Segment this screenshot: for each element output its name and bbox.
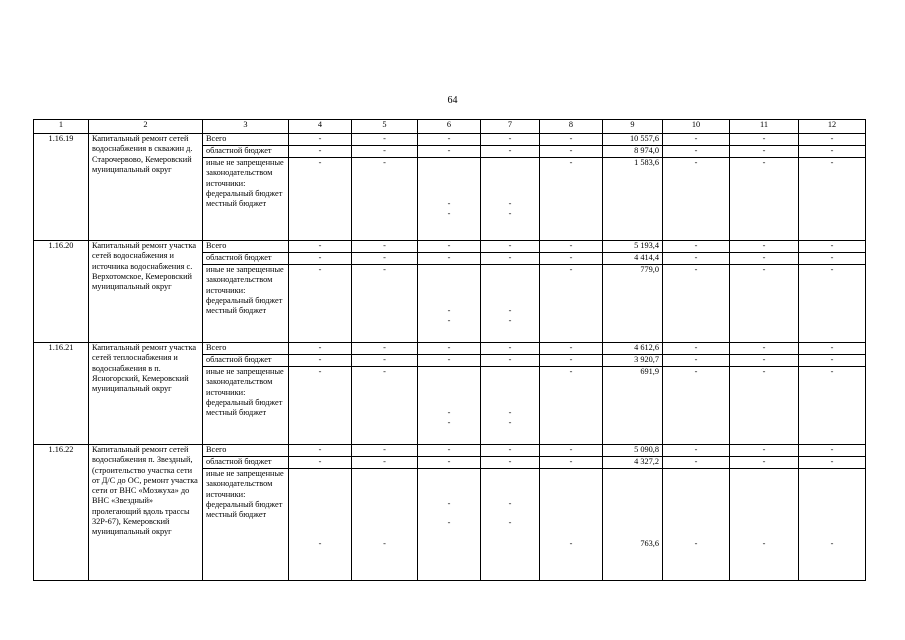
cell-local (603, 469, 663, 581)
item-name: Капитальный ремонт участка сетей теплоснабжения и водоснабжения в п. Ясногорский, Кемеровский муниципальный округ (89, 343, 203, 445)
cell-total: - (799, 445, 866, 457)
row-label-regional: областной бюджет (203, 146, 289, 158)
cell-total: - (663, 241, 730, 253)
cell-regional: 8 974,0 (603, 146, 663, 158)
cell-total: - (730, 343, 799, 355)
budget-table (33, 119, 866, 581)
cell-regional: - (663, 355, 730, 367)
item-number: 1.16.21 (34, 343, 89, 445)
other-sources-label: иные не запрещенные законодательством источники: (206, 367, 284, 397)
local-value: - (694, 158, 698, 167)
cell-local (663, 469, 730, 581)
federal-value: - (508, 306, 512, 315)
cell-regional: - (481, 146, 540, 158)
cell-regional: - (289, 146, 352, 158)
cell-regional: - (352, 457, 418, 469)
cell-local (418, 469, 481, 581)
cell-regional: - (730, 146, 799, 158)
row-label-regional: областной бюджет (203, 457, 289, 469)
cell-local (289, 158, 352, 241)
local-label: местный бюджет (206, 408, 267, 418)
local-value: - (508, 418, 512, 428)
local-label: местный бюджет (206, 199, 267, 209)
other-sources-label: иные не запрещенные законодательством источники: (206, 265, 284, 295)
cell-local (352, 265, 418, 343)
row-label-total: Всего (203, 445, 289, 457)
cell-total: - (730, 445, 799, 457)
row-label-sources (203, 265, 289, 343)
cell-regional: - (481, 253, 540, 265)
cell-regional: - (289, 355, 352, 367)
item-number: 1.16.20 (34, 241, 89, 343)
cell-regional: 3 920,7 (603, 355, 663, 367)
local-value: - (569, 539, 573, 548)
local-value: - (318, 265, 322, 274)
cell-total: - (289, 134, 352, 146)
cell-local (603, 158, 663, 241)
row-label-total: Всего (203, 343, 289, 355)
cell-total: - (418, 241, 481, 253)
other-sources-label: иные не запрещенные законодательством источники: (206, 158, 284, 188)
cell-total: - (289, 343, 352, 355)
cell-total: - (540, 445, 603, 457)
local-value: - (694, 539, 698, 548)
cell-regional: - (540, 457, 603, 469)
local-value: - (508, 209, 512, 219)
row-label-regional: областной бюджет (203, 355, 289, 367)
cell-regional: - (663, 146, 730, 158)
cell-regional: - (540, 253, 603, 265)
local-value: - (569, 367, 573, 376)
cell-total: - (540, 134, 603, 146)
page-number: 64 (447, 95, 458, 106)
cell-local (663, 158, 730, 241)
cell-local (481, 469, 540, 581)
local-value: - (318, 367, 322, 376)
local-value: - (447, 316, 451, 326)
cell-regional: - (799, 457, 866, 469)
column-header: 4 (289, 120, 352, 134)
cell-local (663, 265, 730, 343)
cell-total: - (540, 241, 603, 253)
cell-total: - (481, 343, 540, 355)
cell-local (799, 158, 866, 241)
row-label-sources (203, 158, 289, 241)
local-value: - (383, 158, 386, 167)
cell-regional: 4 327,2 (603, 457, 663, 469)
local-label: местный бюджет (206, 306, 267, 316)
column-header: 12 (799, 120, 866, 134)
cell-regional: - (663, 253, 730, 265)
row-label-sources (203, 367, 289, 445)
cell-regional: - (730, 457, 799, 469)
local-value: - (447, 518, 451, 528)
local-value: - (383, 539, 386, 548)
cell-local (352, 469, 418, 581)
row-label-total: Всего (203, 241, 289, 253)
local-value: 691,9 (640, 367, 659, 376)
federal-value: - (508, 499, 512, 508)
cell-total: - (663, 343, 730, 355)
cell-regional: - (540, 355, 603, 367)
cell-regional: - (418, 253, 481, 265)
cell-regional: - (352, 355, 418, 367)
local-value: - (694, 265, 698, 274)
local-value: - (569, 158, 573, 167)
cell-local (799, 469, 866, 581)
cell-total: - (481, 241, 540, 253)
cell-regional: 4 414,4 (603, 253, 663, 265)
table-row (34, 134, 866, 146)
item-number: 1.16.19 (34, 134, 89, 241)
cell-regional: - (418, 355, 481, 367)
column-header: 6 (418, 120, 481, 134)
cell-total: - (289, 445, 352, 457)
local-value: - (383, 367, 386, 376)
cell-total: - (663, 134, 730, 146)
cell-regional: - (730, 253, 799, 265)
cell-local (418, 265, 481, 343)
column-header: 3 (203, 120, 289, 134)
local-value: - (569, 265, 573, 274)
cell-local (540, 158, 603, 241)
column-header: 8 (540, 120, 603, 134)
cell-total: - (799, 134, 866, 146)
cell-total: - (799, 343, 866, 355)
cell-local (730, 367, 799, 445)
cell-local (540, 265, 603, 343)
federal-value: - (447, 306, 451, 315)
cell-local (663, 367, 730, 445)
cell-local (540, 367, 603, 445)
cell-total: - (418, 343, 481, 355)
cell-regional: - (418, 457, 481, 469)
cell-local (603, 265, 663, 343)
cell-total: - (540, 343, 603, 355)
cell-regional: - (481, 457, 540, 469)
local-value: 1 583,6 (634, 158, 659, 167)
local-value: - (762, 158, 766, 167)
cell-total: - (481, 445, 540, 457)
column-header: 5 (352, 120, 418, 134)
cell-regional: - (418, 146, 481, 158)
local-value: - (508, 316, 512, 326)
cell-total: - (352, 343, 418, 355)
federal-label: федеральный бюджет (206, 295, 283, 305)
local-value: 763,6 (640, 539, 659, 548)
cell-total: - (730, 134, 799, 146)
cell-local (352, 158, 418, 241)
cell-total: 4 612,6 (603, 343, 663, 355)
cell-local (481, 158, 540, 241)
federal-value: - (447, 199, 451, 208)
item-number: 1.16.22 (34, 445, 89, 581)
column-header: 11 (730, 120, 799, 134)
table-row (34, 445, 866, 457)
other-sources-label: иные не запрещенные законодательством источники: (206, 469, 284, 499)
cell-regional: - (481, 355, 540, 367)
local-value: - (830, 265, 834, 274)
cell-regional: - (289, 457, 352, 469)
local-value: 779,0 (640, 265, 659, 274)
column-header: 7 (481, 120, 540, 134)
table-row (34, 343, 866, 355)
item-name: Капитальный ремонт сетей водоснабжения п. Звездный, (строительство участка сети от Д/С до ОС, ремонт участка сети от ВНС «Мозжуха» до ВНС «Звездный» пролегающий вдоль трассы 32Р-67), Кемеровский муниципальный округ (89, 445, 203, 581)
cell-total: - (799, 241, 866, 253)
federal-label: федеральный бюджет (206, 188, 283, 198)
cell-local (289, 367, 352, 445)
local-value: - (447, 418, 451, 428)
cell-total: 5 193,4 (603, 241, 663, 253)
item-name: Капитальный ремонт участка сетей водоснабжения и источника водоснабжения с. Верхотомское, Кемеровский муниципальный округ (89, 241, 203, 343)
cell-local (481, 265, 540, 343)
local-value: - (762, 539, 766, 548)
column-header: 1 (34, 120, 89, 134)
local-value: - (318, 158, 322, 167)
local-value: - (508, 518, 512, 528)
federal-value: - (447, 408, 451, 417)
local-value: - (318, 539, 322, 548)
cell-total: - (352, 134, 418, 146)
cell-total: - (481, 134, 540, 146)
cell-regional: - (663, 457, 730, 469)
local-value: - (830, 539, 834, 548)
row-label-sources (203, 469, 289, 581)
cell-local (289, 469, 352, 581)
cell-regional: - (799, 146, 866, 158)
cell-local (289, 265, 352, 343)
local-value: - (447, 209, 451, 219)
federal-label: федеральный бюджет (206, 499, 283, 509)
column-header: 2 (89, 120, 203, 134)
table-row (34, 241, 866, 253)
federal-value: - (508, 199, 512, 208)
cell-regional: - (730, 355, 799, 367)
header-row (34, 120, 866, 134)
local-value: - (762, 367, 766, 376)
cell-regional: - (289, 253, 352, 265)
cell-local (730, 265, 799, 343)
cell-total: - (289, 241, 352, 253)
cell-local (799, 367, 866, 445)
cell-total: - (352, 241, 418, 253)
cell-total: 5 090,8 (603, 445, 663, 457)
row-label-regional: областной бюджет (203, 253, 289, 265)
cell-total: - (663, 445, 730, 457)
cell-local (730, 158, 799, 241)
cell-regional: - (799, 355, 866, 367)
local-value: - (830, 158, 834, 167)
cell-regional: - (799, 253, 866, 265)
item-name: Капитальный ремонт сетей водоснабжения в скважин д. Старочервово, Кемеровский муниципальный округ (89, 134, 203, 241)
local-value: - (762, 265, 766, 274)
cell-local (540, 469, 603, 581)
cell-local (799, 265, 866, 343)
cell-local (730, 469, 799, 581)
cell-total: - (418, 134, 481, 146)
local-value: - (694, 367, 698, 376)
local-label: местный бюджет (206, 510, 267, 520)
cell-regional: - (352, 253, 418, 265)
cell-regional: - (540, 146, 603, 158)
cell-local (352, 367, 418, 445)
federal-value: - (447, 499, 451, 508)
cell-local (603, 367, 663, 445)
cell-total: 10 557,6 (603, 134, 663, 146)
column-header: 9 (603, 120, 663, 134)
cell-local (418, 158, 481, 241)
cell-total: - (352, 445, 418, 457)
federal-label: федеральный бюджет (206, 397, 283, 407)
cell-total: - (418, 445, 481, 457)
row-label-total: Всего (203, 134, 289, 146)
local-value: - (383, 265, 386, 274)
cell-regional: - (352, 146, 418, 158)
cell-total: - (730, 241, 799, 253)
local-value: - (830, 367, 834, 376)
cell-local (418, 367, 481, 445)
column-header: 10 (663, 120, 730, 134)
cell-local (481, 367, 540, 445)
federal-value: - (508, 408, 512, 417)
